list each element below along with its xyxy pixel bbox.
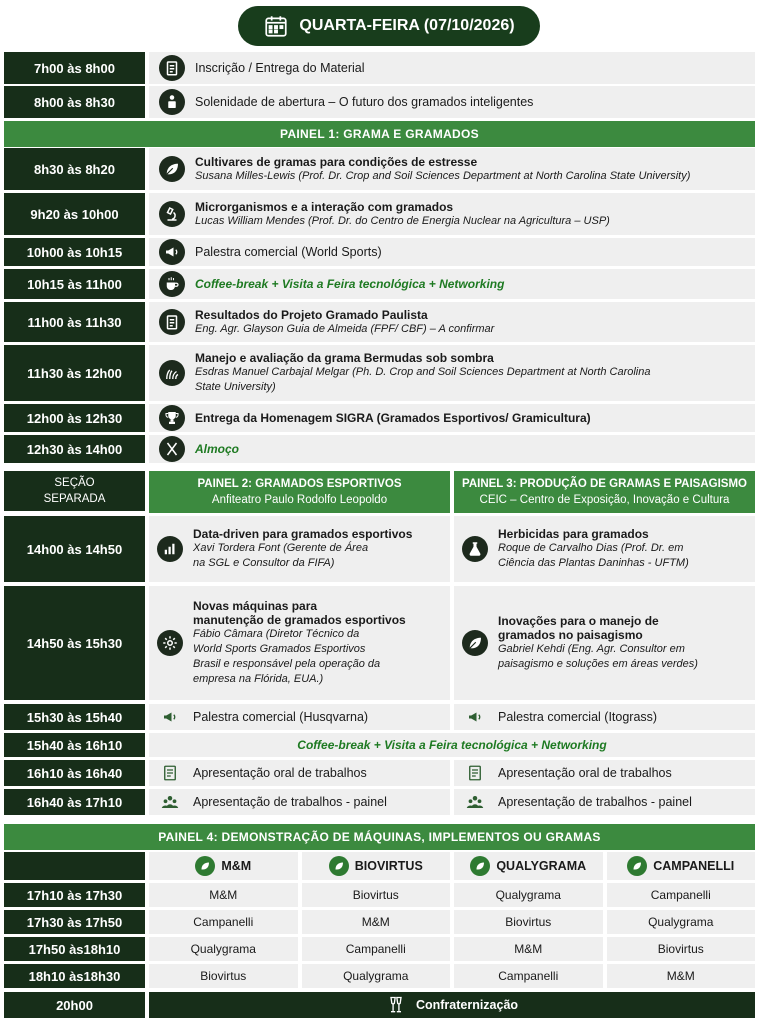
session-title: manutenção de gramados esportivos (193, 613, 406, 627)
time-slot: 14h50 às 15h30 (4, 586, 145, 702)
column-header: BIOVIRTUS (302, 852, 451, 882)
time-slot: 10h15 às 11h00 (4, 269, 145, 301)
demo-cell: M&M (607, 964, 756, 990)
speaker-text: Fábio Câmara (Diretor Técnico da (193, 628, 360, 640)
grass-icon (159, 360, 185, 386)
session-text: Apresentação oral de trabalhos (498, 766, 672, 780)
megaphone-icon (157, 704, 183, 730)
demo-cell: Qualygrama (454, 883, 603, 909)
flask-icon (462, 536, 488, 562)
session-title: Manejo e avaliação da grama Bermudas sob sombra (195, 351, 494, 365)
schedule-row (4, 404, 755, 434)
schedule-row (4, 52, 755, 86)
demo-row (4, 937, 755, 963)
panel-3-header: PAINEL 3: PRODUÇÃO DE GRAMAS E PAISAGISMO CEIC – Centro de Exposição, Inovação e Cultura (454, 471, 755, 513)
demo-cell: Biovirtus (454, 910, 603, 936)
clipboard-icon (159, 55, 185, 81)
speaker-text: Brasil e responsável pela operação da (193, 658, 381, 670)
demo-cell: Qualygrama (149, 937, 298, 963)
session-title: Resultados do Projeto Gramado Paulista (195, 307, 428, 322)
speaker-text: Xavi Tordera Font (Gerente de Área (193, 542, 369, 554)
toast-icon (386, 995, 406, 1015)
demo-cell: M&M (454, 937, 603, 963)
separate-section-label: SEÇÃO SEPARADA (4, 471, 145, 513)
session-title: gramados no paisagismo (498, 628, 643, 642)
schedule-row (4, 302, 755, 344)
speaker-text: Ciência das Plantas Daninhas - UFTM) (498, 557, 689, 569)
session-text: Palestra comercial (World Sports) (195, 245, 382, 259)
speaker-text: Gabriel Kehdi (Eng. Agr. Consultor em (498, 643, 685, 655)
schedule-row (4, 86, 755, 120)
session-text: Inscrição / Entrega do Material (195, 61, 365, 75)
session-text: Palestra comercial (Itograss) (498, 710, 658, 724)
time-slot: 17h10 às 17h30 (4, 883, 145, 909)
schedule-row (4, 238, 755, 268)
session-title: Inovações para o manejo de (498, 614, 659, 628)
schedule-row (4, 704, 755, 732)
session-title: Entrega da Homenagem SIGRA (Gramados Esportivos/ Gramicultura) (195, 411, 591, 425)
leaf-icon (329, 856, 349, 876)
speaker-text: World Sports Gramados Esportivos (193, 643, 366, 655)
leaf-icon (462, 630, 488, 656)
time-slot: 15h40 às 16h10 (4, 733, 145, 759)
column-header: QUALYGRAMA (454, 852, 603, 882)
time-slot: 20h00 (4, 992, 145, 1020)
leaf-icon (195, 856, 215, 876)
speaker-text: empresa na Flórida, EUA.) (193, 673, 324, 685)
time-slot: 11h30 às 12h00 (4, 345, 145, 403)
time-slot: 10h00 às 10h15 (4, 238, 145, 268)
time-slot: 8h00 às 8h30 (4, 86, 145, 120)
session-text: Apresentação de trabalhos - painel (193, 795, 387, 809)
trophy-icon (159, 405, 185, 431)
time-slot: 8h30 às 8h20 (4, 148, 145, 192)
schedule-row (4, 435, 755, 465)
schedule-row (4, 760, 755, 788)
closing-row (4, 992, 755, 1020)
megaphone-icon (159, 239, 185, 265)
gear-icon (157, 630, 183, 656)
panel-2-header: PAINEL 2: GRAMADOS ESPORTIVOS Anfiteatro Paulo Rodolfo Leopoldo (149, 471, 450, 513)
demo-header-row (4, 852, 755, 882)
demo-row (4, 910, 755, 936)
group-icon (157, 789, 183, 815)
schedule-row (4, 516, 755, 584)
leaf-icon (627, 856, 647, 876)
break-text: Coffee-break + Visita a Feira tecnológica + Networking (195, 277, 505, 291)
schedule-row (4, 586, 755, 702)
coffee-icon (159, 271, 185, 297)
speaker-text: Roque de Carvalho Dias (Prof. Dr. em (498, 542, 684, 554)
session-title: Microrganismos e a interação com gramados (195, 199, 454, 214)
demo-cell: M&M (302, 910, 451, 936)
demo-cell: Campanelli (607, 883, 756, 909)
speaker-podium-icon (159, 89, 185, 115)
demo-row (4, 883, 755, 909)
lunch-text: Almoço (195, 442, 240, 456)
session-title: Herbicidas para gramados (498, 527, 649, 541)
cutlery-icon (159, 436, 185, 462)
time-slot: 11h00 às 11h30 (4, 302, 145, 344)
megaphone-icon (462, 704, 488, 730)
speaker-text: Susana Milles-Lewis (Prof. Dr. Crop and Soil Sciences Department at North Carolina State University) (195, 169, 691, 182)
demo-cell: Biovirtus (302, 883, 451, 909)
break-text: Coffee-break + Visita a Feira tecnológica + Networking (297, 738, 607, 752)
session-text: Palestra comercial (Husqvarna) (193, 710, 369, 724)
leaf-icon (159, 156, 185, 182)
split-header-row (4, 471, 755, 513)
speaker-text: na SGL e Consultor da FIFA) (193, 557, 335, 569)
demo-row (4, 964, 755, 990)
time-slot: 12h30 às 14h00 (4, 435, 145, 465)
demo-cell: M&M (149, 883, 298, 909)
schedule-row (4, 148, 755, 192)
demo-cell: Biovirtus (149, 964, 298, 990)
speaker-text: State University) (195, 381, 276, 393)
time-slot: 14h00 às 14h50 (4, 516, 145, 584)
clipboard-icon (159, 309, 185, 335)
time-slot: 16h10 às 16h40 (4, 760, 145, 788)
session-title: Data-driven para gramados esportivos (193, 527, 413, 541)
time-slot: 18h10 às18h30 (4, 964, 145, 990)
time-slot: 7h00 às 8h00 (4, 52, 145, 86)
time-slot: 15h30 às 15h40 (4, 704, 145, 732)
schedule-row (4, 269, 755, 301)
time-slot: 9h20 às 10h00 (4, 193, 145, 237)
speaker-text: Eng. Agr. Glayson Guia de Almeida (FPF/ CBF) – A confirmar (195, 322, 495, 335)
day-title-text: QUARTA-FEIRA (07/10/2026) (299, 17, 515, 34)
demo-cell: Qualygrama (607, 910, 756, 936)
demo-cell: Biovirtus (607, 937, 756, 963)
leaf-icon (470, 856, 490, 876)
demo-cell: Campanelli (149, 910, 298, 936)
panel-1-header: PAINEL 1: GRAMA E GRAMADOS (4, 121, 755, 147)
speaker-text: Lucas William Mendes (Prof. Dr. do Centro de Energia Nuclear na Agricultura – USP) (195, 214, 610, 227)
demo-cell: Qualygrama (302, 964, 451, 990)
closing-text: Confraternização (415, 998, 519, 1012)
calendar-icon (263, 13, 289, 39)
schedule-row (4, 733, 755, 759)
panel-4-header: PAINEL 4: DEMONSTRAÇÃO DE MÁQUINAS, IMPLEMENTOS OU GRAMAS (4, 824, 755, 850)
demo-cell: Campanelli (302, 937, 451, 963)
session-title: Novas máquinas para (193, 599, 318, 613)
time-slot: 17h50 às18h10 (4, 937, 145, 963)
speaker-text: Esdras Manuel Carbajal Melgar (Ph. D. Crop and Soil Sciences Department at North Carolina (195, 366, 651, 378)
schedule-row (4, 789, 755, 817)
chart-icon (157, 536, 183, 562)
time-slot: 17h30 às 17h50 (4, 910, 145, 936)
checklist-icon (157, 760, 183, 786)
column-header: CAMPANELLI (607, 852, 756, 882)
time-slot: 12h00 às 12h30 (4, 404, 145, 434)
speaker-text: paisagismo e soluções em áreas verdes) (498, 658, 698, 670)
schedule-row (4, 193, 755, 237)
demo-cell: Campanelli (454, 964, 603, 990)
group-icon (462, 789, 488, 815)
day-title (238, 6, 540, 46)
column-header: M&M (149, 852, 298, 882)
session-text: Solenidade de abertura – O futuro dos gramados inteligentes (195, 95, 534, 109)
session-text: Apresentação de trabalhos - painel (498, 795, 692, 809)
checklist-icon (462, 760, 488, 786)
session-text: Apresentação oral de trabalhos (193, 766, 367, 780)
time-slot: 16h40 às 17h10 (4, 789, 145, 817)
schedule-row (4, 345, 755, 403)
microscope-icon (159, 201, 185, 227)
session-title: Cultivares de gramas para condições de estresse (195, 154, 478, 169)
